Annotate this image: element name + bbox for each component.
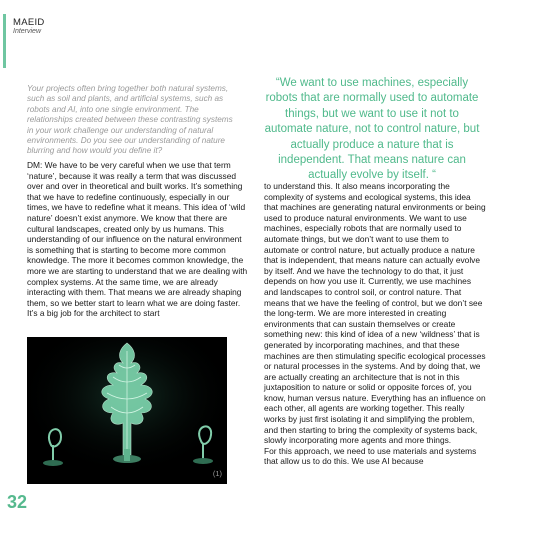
body-text-left-column: DM: We have to be very careful when we use that term ‘nature’, because it was really a term that was discussed over and over in theoretical and built works. It’s something that we have to redefine continuously, especially in our times, we have to redefine what it means. This idea of ‘wild nature’ doesn’t exist anymore. We know that there are cultural landscapes, created only by us humans. This understanding of our influence on the natural environment is something that is starting to become more common knowledge. The more it becomes common knowledge, the more we are starting to understand that we are dealing with complex systems. At the same time, we are already interacting with them. That means we are already shaping them, so we better start to learn what we are doing faster. It’s a big job for the architect to start	[27, 160, 248, 319]
figure-caption-number: (1)	[212, 469, 222, 478]
figure-image	[27, 337, 227, 484]
header-accent-bar	[3, 14, 6, 68]
page-number: 32	[7, 492, 28, 512]
interview-question: Your projects often bring together both natural systems, such as soil and plants, and artificial systems, such as robots and AI, into one single environment. The relationships created between these contrasting systems in your work challenge our understanding of natural environments. Do you see our understanding of nature blurring and how would you define it?	[27, 84, 233, 156]
body-paragraph: For this approach, we need to use materials and systems that allow us to do this. We use AI because	[264, 445, 477, 467]
brand-name: MAEID	[13, 17, 45, 28]
sculpture-illustration	[27, 337, 227, 484]
section-label: Interview	[13, 28, 42, 35]
body-text-right-column	[264, 181, 486, 467]
pull-quote: “We want to use machines, especially robots that are normally used to automate things, but we want to use it not to automate nature, not to control nature, but actually produce a nature that is independent. That means nature can actually evolve by itself. “	[264, 77, 480, 182]
body-paragraph: to understand this. It also means incorporating the complexity of systems and ecological systems, this idea that machines are generating natural environments or being used to produce natural environments. We want to use machines, especially robots that are normally used to automate things, but we don’t want to use them to automate or control nature, but actually produce a nature that is independent, that means nature can actually evolve by itself. And we have the technology to do that, it just depends on how you use it. Currently, we use machines and landscapes to control soil, or control nature. That means that we have the feeling of control, but we don’t see the long-term. We are more interested in creating environments that can sustain themselves or create something new: this kind of idea of a new ‘wildness’ that is generated by incorporating machines, and that these machines are then stimulating specific ecological processes or natural processes in the systems. And by doing that, we are actually creating an architecture that is not in this juxtaposition to nature or solid or opposite forces of, you know, human versus nature. Everything has an influence on each other, all agents are working together. This really works by just first isolating it and simplifying the problem, and then starting to bring the complexity of systems back, slowly incorporating more agents and more things.	[264, 181, 486, 446]
